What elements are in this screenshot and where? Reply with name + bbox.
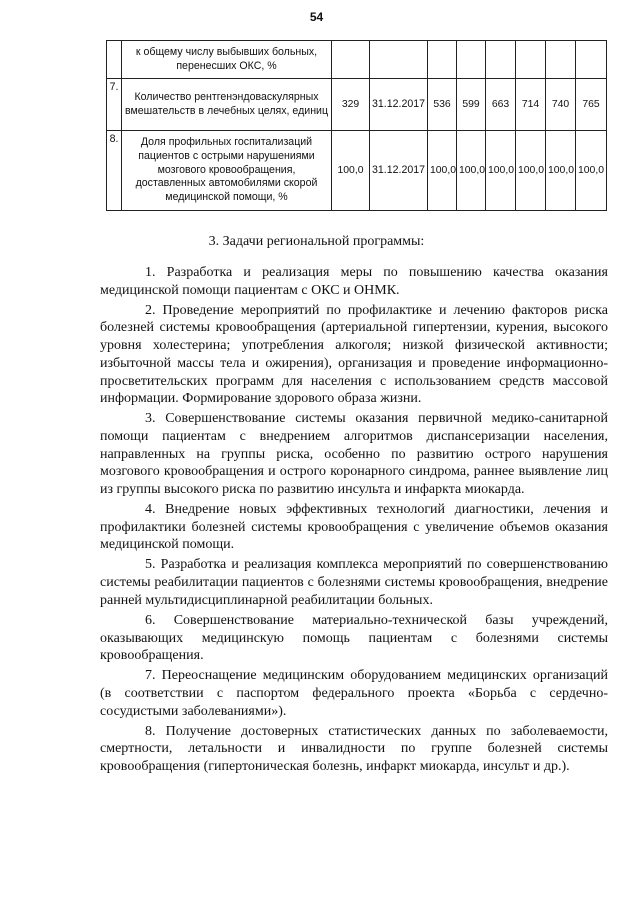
task-paragraph: 2. Проведение мероприятий по профилактике и лечению факторов риска болезней системы кровообращения (артериальной гипертензии, курения, высокого уровня холестерина; употребления алкоголя; низкой физической активности; избыточной массы тела и ожирения), организация и проведение информационно-просветительских программ для населения с использованием средств массовой информации. Формирование здорового образа жизни. xyxy=(100,302,608,407)
row-number: 8. xyxy=(107,131,122,211)
year-value xyxy=(486,41,516,79)
task-paragraph: 3. Совершенствование системы оказания первичной медико-санитарной помощи пациентам с внедрением алгоритмов диспансеризации населения, направленных на группы риска, особенно по развитию острого нарушения мозгового кровообращения и острого коронарного синдрома, раннее выявление лиц из группы высокого риска по развитию инсульта и инфаркта миокарда. xyxy=(100,411,608,498)
year-value: 599 xyxy=(457,79,486,131)
tasks-list xyxy=(100,264,608,778)
base-date: 31.12.2017 xyxy=(370,131,428,211)
table-row xyxy=(107,79,607,131)
year-value: 100,0 xyxy=(428,131,457,211)
task-paragraph: 4. Внедрение новых эффективных технологий диагностики, лечения и профилактики болезней системы кровообращения с увеличение объемов оказания медицинской помощи. xyxy=(100,502,608,553)
year-value xyxy=(576,41,607,79)
year-value: 100,0 xyxy=(516,131,546,211)
table-row xyxy=(107,41,607,79)
task-paragraph: 1. Разработка и реализация меры по повышению качества оказания медицинской помощи пациентам с ОКС и ОНМК. xyxy=(100,265,608,298)
section-title: 3. Задачи региональной программы: xyxy=(208,234,425,249)
row-number: 7. xyxy=(107,79,122,131)
year-value: 740 xyxy=(546,79,576,131)
base-value: 100,0 xyxy=(332,131,370,211)
year-value xyxy=(457,41,486,79)
year-value: 100,0 xyxy=(457,131,486,211)
year-value: 100,0 xyxy=(576,131,607,211)
year-value: 100,0 xyxy=(546,131,576,211)
year-value xyxy=(428,41,457,79)
page-number: 54 xyxy=(309,10,324,24)
task-paragraph: 6. Совершенствование материально-технической базы учреждений, оказывающих медицинскую помощь пациентам с болезнями системы кровообращения. xyxy=(100,612,608,664)
year-value: 663 xyxy=(486,79,516,131)
base-date xyxy=(370,41,428,79)
task-paragraph: 7. Переоснащение медицинским оборудованием медицинских организаций (в соответствии с паспортом федерального проекта «Борьба с сердечно-сосудистыми заболеваниями»). xyxy=(100,668,608,719)
year-value xyxy=(546,41,576,79)
indicator-description: Доля профильных госпитализаций пациентов с острыми нарушениями мозгового кровообращения, доставленных автомобилями скорой медицинской помощи, % xyxy=(122,131,332,211)
year-value: 765 xyxy=(576,79,607,131)
indicator-description: Количество рентгенэндоваскулярных вмешательств в лечебных целях, единиц xyxy=(122,79,332,131)
year-value xyxy=(516,41,546,79)
base-value: 329 xyxy=(332,79,370,131)
year-value: 536 xyxy=(428,79,457,131)
year-value: 100,0 xyxy=(486,131,516,211)
indicator-description: к общему числу выбывших больных, перенесших ОКС, % xyxy=(122,41,332,79)
row-number xyxy=(107,41,122,79)
base-date: 31.12.2017 xyxy=(370,79,428,131)
task-paragraph: 8. Получение достоверных статистических данных по заболеваемости, смертности, летальности и инвалидности по группе болезней системы кровообращения (гипертоническая болезнь, инфаркт миокарда, инсульт и др.). xyxy=(100,723,608,775)
table-row xyxy=(107,131,607,211)
year-value: 714 xyxy=(516,79,546,131)
base-value xyxy=(332,41,370,79)
indicators-table xyxy=(106,40,607,211)
task-paragraph: 5. Разработка и реализация комплекса мероприятий по совершенствованию системы реабилитации пациентов с болезнями системы кровообращения, внедрение ранней мультидисциплинарной реабилитации больных. xyxy=(100,557,608,608)
